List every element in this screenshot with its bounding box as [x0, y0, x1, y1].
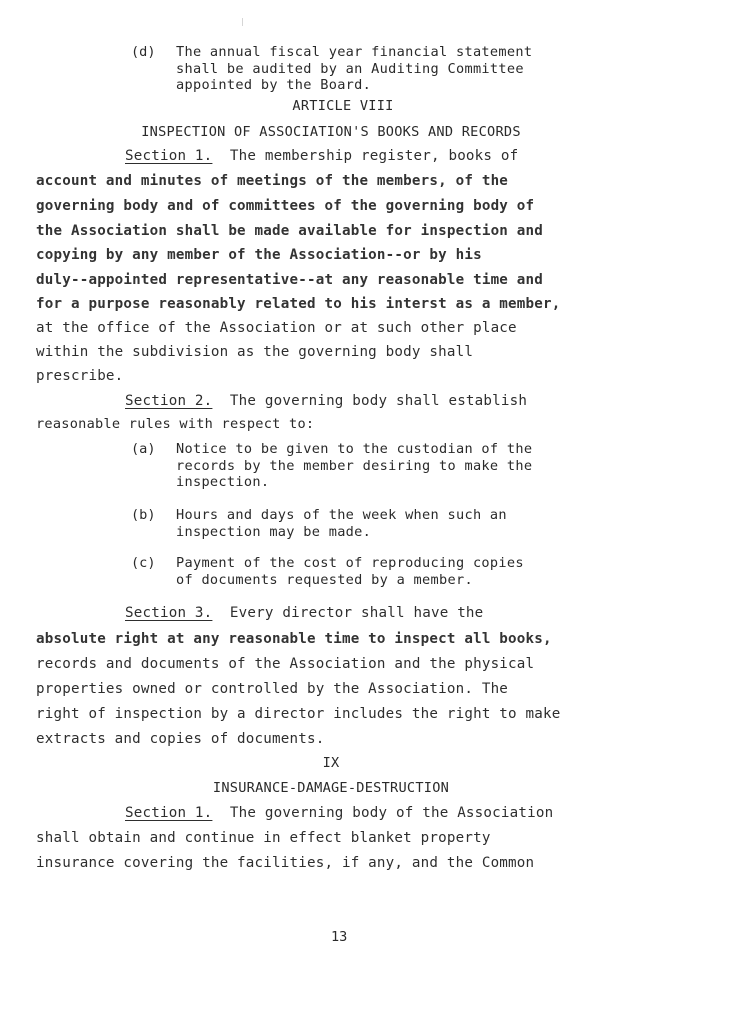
section-2-second-line: reasonable rules with respect to:	[36, 416, 315, 432]
section-1-first-line	[36, 144, 518, 169]
section-1-label: Section 1.	[125, 148, 213, 164]
scan-speck	[242, 18, 246, 26]
item-b-text: Hours and days of the week when such an inspection may be made.	[176, 507, 507, 540]
insurance-section-1-line: shall obtain and continue in effect blanket property	[36, 830, 491, 846]
section-2-label: Section 2.	[125, 393, 213, 409]
item-b-label: (b)	[131, 507, 156, 523]
section-2-text: The governing body shall establish	[229, 393, 528, 409]
section-1-line: governing body and of committees of the governing body of	[36, 198, 535, 214]
item-c-text: Payment of the cost of reproducing copies of documents requested by a member.	[176, 555, 524, 588]
section-3-line: records and documents of the Association and the physical	[36, 656, 535, 672]
item-a-label: (a)	[131, 441, 156, 457]
section-1-line: the Association shall be made available for inspection and	[36, 223, 544, 239]
section-1-line: within the subdivision as the governing body shall	[36, 344, 474, 360]
page-number: 13	[331, 929, 348, 945]
section-1-line: The membership register, books of	[229, 148, 519, 164]
insurance-section-1-text: The governing body of the Association	[229, 805, 554, 821]
insurance-section-1-first-line	[36, 801, 553, 826]
section-1-line: at the office of the Association or at such other place	[36, 320, 517, 336]
section-1-line: prescribe.	[36, 368, 124, 384]
section-3-line: extracts and copies of documents.	[36, 731, 325, 747]
insurance-section-1-label: Section 1.	[125, 805, 213, 821]
section-3-first-line	[36, 601, 483, 626]
item-c-label: (c)	[131, 555, 156, 571]
insurance-section-1-line: insurance covering the facilities, if any, and the Common	[36, 855, 535, 871]
section-1-line: for a purpose reasonably related to his interst as a member,	[36, 296, 561, 312]
section-3-line: right of inspection by a director includes the right to make	[36, 706, 561, 722]
section-1-line: duly--appointed representative--at any reasonable time and	[36, 272, 544, 288]
item-d-label: (d)	[131, 44, 156, 60]
section-3-line: absolute right at any reasonable time to inspect all books,	[36, 631, 552, 647]
item-d-text: The annual fiscal year financial statement shall be audited by an Auditing Committee appointed by the Board.	[176, 44, 533, 93]
section-1-line: copying by any member of the Association--or by his	[36, 247, 482, 263]
article-viii-heading: ARTICLE VIII	[292, 98, 394, 114]
article-ix-heading: IX	[322, 755, 340, 771]
section-3-text: Every director shall have the	[229, 605, 484, 621]
article-viii-title: INSPECTION OF ASSOCIATION'S BOOKS AND RECORDS	[141, 124, 521, 140]
section-3-line: properties owned or controlled by the Association. The	[36, 681, 509, 697]
section-2-first-line	[36, 389, 527, 414]
article-ix-title: INSURANCE-DAMAGE-DESTRUCTION	[212, 780, 450, 796]
item-a-text: Notice to be given to the custodian of the records by the member desiring to make the inspection.	[176, 441, 533, 490]
section-1-line: account and minutes of meetings of the members, of the	[36, 173, 509, 189]
section-3-label: Section 3.	[125, 605, 213, 621]
